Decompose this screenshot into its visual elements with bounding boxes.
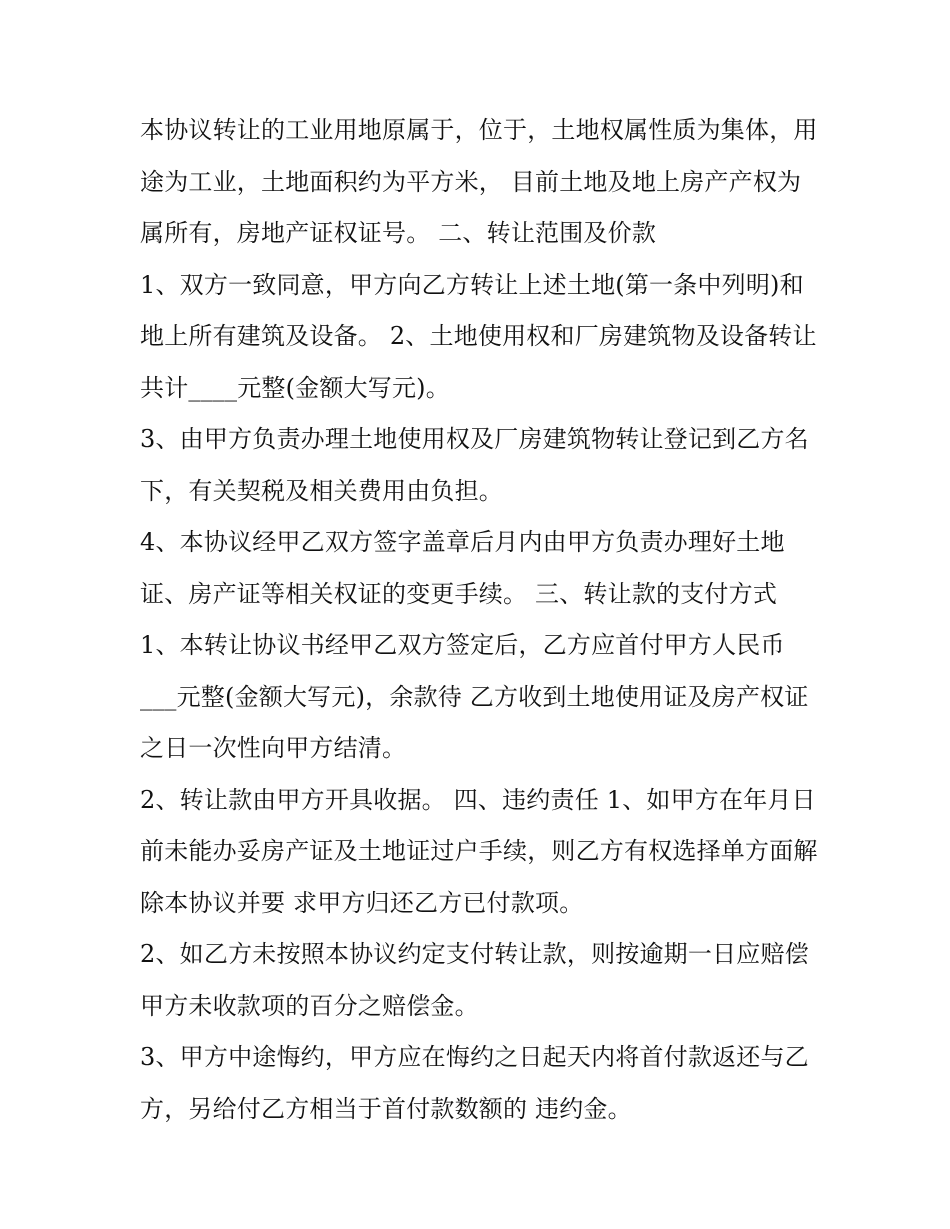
paragraph-transfer-scope: 1、双方一致同意，甲方向乙方转让上述土地(第一条中列明)和地上所有建筑及设备。 2、土地使用权和厂房建筑物及设备转让共计____元整(金额大写元)。 bbox=[140, 270, 817, 402]
paragraph-late-payment: 2、如乙方未按照本协议约定支付转让款，则按逾期一日应赔偿甲方未收款项的百分之赔偿金。 bbox=[140, 940, 809, 1020]
paragraph-first-payment: 1、本转让协议书经甲乙双方签定后，乙方应首付甲方人民币___元整(金额大写元)，余款待 乙方收到土地使用证及房产权证之日一次性向甲方结清。 bbox=[140, 631, 809, 762]
paragraph-receipt-breach: 2、转让款由甲方开具收据。 四、违约责任 1、如甲方在年月日前未能办妥房产证及土地证过户手续，则乙方有权选择单方面解除本协议并要 求甲方归还乙方已付款项。 bbox=[140, 785, 818, 917]
paragraph-certificate-change: 4、本协议经甲乙双方签字盖章后月内由甲方负责办理好土地证、房产证等相关权证的变更手续。 三、转让款的支付方式 bbox=[140, 528, 785, 608]
paragraph-default-penalty: 3、甲方中途悔约，甲方应在悔约之日起天内将首付款返还与乙方，另给付乙方相当于首付款数额的 违约金。 bbox=[140, 1043, 809, 1123]
document-body bbox=[140, 105, 820, 1135]
paragraph-registration: 3、由甲方负责办理土地使用权及厂房建筑物转让登记到乙方名下，有关契税及相关费用由负担。 bbox=[140, 425, 809, 505]
paragraph-land-description: 本协议转让的工业用地原属于，位于，土地权属性质为集体，用途为工业，土地面积约为平方米， 目前土地及地上房产产权为属所有，房地产证权证号。 二、转让范围及价款 bbox=[140, 116, 818, 247]
